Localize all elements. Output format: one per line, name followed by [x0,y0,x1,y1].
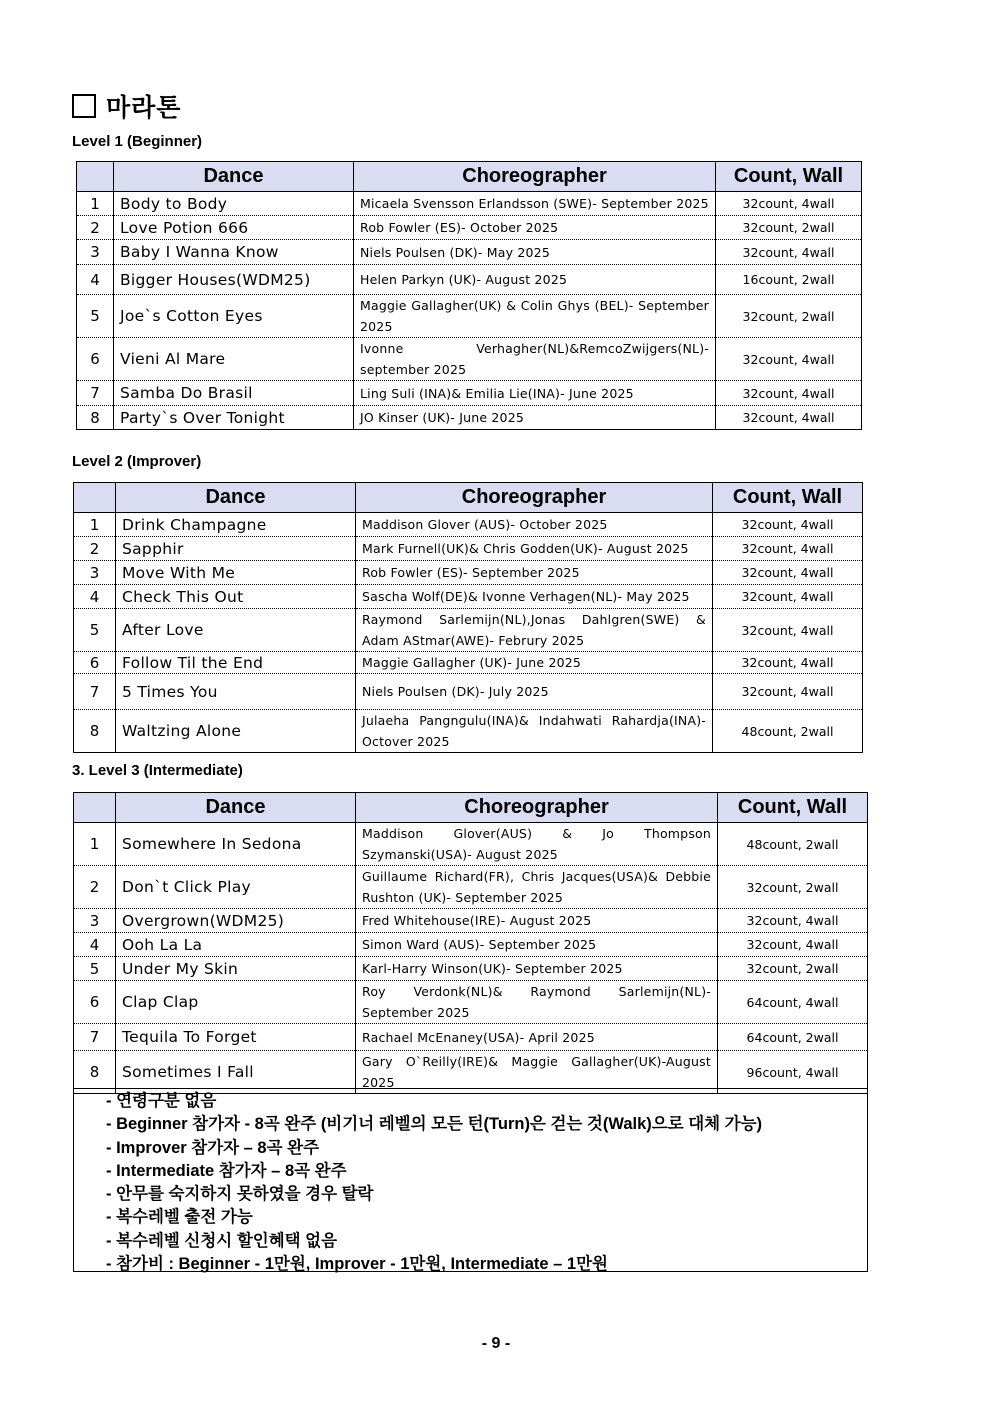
level1-heading: Level 1 (Beginner) [72,133,203,150]
table-row [77,381,862,406]
table-row [74,561,863,585]
count-wall-cell: 32count, 4wall [713,652,863,674]
choreographer-cell: Micaela Svensson Erlandsson (SWE)- September 2025 [354,192,716,216]
table-row [77,406,862,430]
level3-table [73,792,868,1094]
choreographer-cell: Ivonne Verhagher(NL)&RemcoZwijgers(NL)- september 2025 [354,338,716,381]
count-wall-cell: 32count, 4wall [718,933,868,957]
level2-table [73,482,863,753]
table-row [77,338,862,381]
dance-name: Overgrown(WDM25) [116,909,356,933]
choreographer-cell: Maddison Glover (AUS)- October 2025 [356,513,713,537]
table-row [74,513,863,537]
count-wall-cell: 32count, 4wall [713,513,863,537]
row-number: 4 [74,585,116,609]
table-row [74,866,868,909]
note-item: - Improver 참가자 – 8곡 완주 [106,1138,320,1157]
choreographer-cell: Fred Whitehouse(IRE)- August 2025 [356,909,718,933]
row-number: 3 [77,240,114,265]
dance-name: Clap Clap [116,981,356,1024]
count-wall-cell: 32count, 4wall [713,585,863,609]
choreographer-cell: Niels Poulsen (DK)- May 2025 [354,240,716,265]
row-number: 4 [74,933,116,957]
dance-name: Drink Champagne [116,513,356,537]
header-dance: Dance [116,483,356,513]
row-number: 2 [77,216,114,240]
table-row [74,674,863,710]
notes-box [73,1088,868,1272]
table-row [77,216,862,240]
header-count-wall: Count, Wall [713,483,863,513]
note-item: - Beginner 참가자 - 8곡 완주 (비기너 레벨의 모든 턴(Turn)은 걷는 것(Walk)으로 대체 가능) [106,1115,763,1134]
count-wall-cell: 32count, 4wall [718,909,868,933]
row-number: 8 [74,1051,116,1094]
row-number: 1 [74,513,116,537]
table-row [74,957,868,981]
row-number: 8 [74,710,116,753]
table-header-row [74,793,868,823]
table-row [77,265,862,295]
row-number: 4 [77,265,114,295]
choreographer-cell: Rob Fowler (ES)- October 2025 [354,216,716,240]
count-wall-cell: 32count, 2wall [718,866,868,909]
row-number: 3 [74,909,116,933]
checkbox-square-icon [72,94,96,118]
table-row [74,909,868,933]
dance-name: Samba Do Brasil [114,381,354,406]
level1-table [76,161,862,430]
dance-name: Party`s Over Tonight [114,406,354,430]
count-wall-cell: 32count, 2wall [718,957,868,981]
count-wall-cell: 32count, 4wall [713,609,863,652]
level3-heading: 3. Level 3 (Intermediate) [72,762,243,779]
choreographer-cell: Maggie Gallagher(UK) & Colin Ghys (BEL)- September 2025 [354,295,716,338]
choreographer-cell: Gary O`Reilly(IRE)& Maggie Gallagher(UK)-August 2025 [356,1051,718,1094]
row-number: 6 [74,652,116,674]
dance-name: Baby I Wanna Know [114,240,354,265]
dance-name: Don`t Click Play [116,866,356,909]
header-count-wall: Count, Wall [718,793,868,823]
dance-name: 5 Times You [116,674,356,710]
row-number: 2 [74,866,116,909]
dance-name: Vieni Al Mare [114,338,354,381]
table-row [74,652,863,674]
note-item: - 안무를 숙지하지 못하였을 경우 탈락 [106,1185,374,1204]
table-row [74,823,868,866]
count-wall-cell: 32count, 4wall [713,674,863,710]
table-header-row [74,483,863,513]
table-row [77,192,862,216]
row-number: 1 [74,823,116,866]
table-row [74,537,863,561]
page-title-text: 마라톤 [106,93,182,122]
header-num [77,162,114,192]
row-number: 5 [74,957,116,981]
dance-name: Somewhere In Sedona [116,823,356,866]
table-row [77,295,862,338]
count-wall-cell: 32count, 4wall [713,561,863,585]
count-wall-cell: 64count, 2wall [718,1024,868,1051]
choreographer-cell: Ling Suli (INA)& Emilia Lie(INA)- June 2025 [354,381,716,406]
count-wall-cell: 64count, 4wall [718,981,868,1024]
note-item: - 참가비 : Beginner - 1만원, Improver - 1만원, Intermediate – 1만원 [106,1255,608,1274]
choreographer-cell: Helen Parkyn (UK)- August 2025 [354,265,716,295]
dance-name: Joe`s Cotton Eyes [114,295,354,338]
count-wall-cell: 32count, 2wall [716,216,862,240]
choreographer-cell: Sascha Wolf(DE)& Ivonne Verhagen(NL)- May 2025 [356,585,713,609]
header-choreographer: Choreographer [356,793,718,823]
note-item: - 연령구분 없음 [106,1092,217,1110]
row-number: 6 [74,981,116,1024]
choreographer-cell: Rob Fowler (ES)- September 2025 [356,561,713,585]
dance-name: Under My Skin [116,957,356,981]
dance-name: Body to Body [114,192,354,216]
header-num [74,483,116,513]
choreographer-cell: Karl-Harry Winson(UK)- September 2025 [356,957,718,981]
row-number: 7 [74,674,116,710]
header-count-wall: Count, Wall [716,162,862,192]
row-number: 7 [77,381,114,406]
choreographer-cell: Maddison Glover(AUS) & Jo Thompson Szymanski(USA)- August 2025 [356,823,718,866]
row-number: 2 [74,537,116,561]
choreographer-cell: JO Kinser (UK)- June 2025 [354,406,716,430]
count-wall-cell: 16count, 2wall [716,265,862,295]
choreographer-cell: Guillaume Richard(FR), Chris Jacques(USA)& Debbie Rushton (UK)- September 2025 [356,866,718,909]
row-number: 1 [77,192,114,216]
row-number: 8 [77,406,114,430]
table-row [74,585,863,609]
choreographer-cell: Niels Poulsen (DK)- July 2025 [356,674,713,710]
dance-name: Move With Me [116,561,356,585]
count-wall-cell: 32count, 2wall [716,295,862,338]
level2-heading: Level 2 (Improver) [72,453,202,470]
dance-name: Follow Til the End [116,652,356,674]
count-wall-cell: 96count, 4wall [718,1051,868,1094]
header-num [74,793,116,823]
dance-name: Bigger Houses(WDM25) [114,265,354,295]
count-wall-cell: 48count, 2wall [713,710,863,753]
choreographer-cell: Maggie Gallagher (UK)- June 2025 [356,652,713,674]
page-title [72,88,181,124]
choreographer-cell: Julaeha Pangngulu(INA)& Indahwati Rahardja(INA)- Octover 2025 [356,710,713,753]
row-number: 3 [74,561,116,585]
header-choreographer: Choreographer [354,162,716,192]
row-number: 5 [74,609,116,652]
table-row [74,933,868,957]
page-number: - 9 - [481,1335,511,1352]
note-item: - 복수레벨 신청시 할인혜택 없음 [106,1231,338,1250]
dance-name: Tequila To Forget [116,1024,356,1051]
note-item: - Intermediate 참가자 – 8곡 완주 [106,1161,347,1180]
header-dance: Dance [114,162,354,192]
dance-name: Waltzing Alone [116,710,356,753]
header-dance: Dance [116,793,356,823]
header-choreographer: Choreographer [356,483,713,513]
choreographer-cell: Raymond Sarlemijn(NL),Jonas Dahlgren(SWE) & Adam AStmar(AWE)- Februry 2025 [356,609,713,652]
dance-name: Sometimes I Fall [116,1051,356,1094]
count-wall-cell: 48count, 2wall [718,823,868,866]
count-wall-cell: 32count, 4wall [716,192,862,216]
row-number: 6 [77,338,114,381]
row-number: 7 [74,1024,116,1051]
table-header-row [77,162,862,192]
count-wall-cell: 32count, 4wall [716,381,862,406]
table-row [74,1024,868,1051]
choreographer-cell: Rachael McEnaney(USA)- April 2025 [356,1024,718,1051]
count-wall-cell: 32count, 4wall [716,406,862,430]
dance-name: Check This Out [116,585,356,609]
row-number: 5 [77,295,114,338]
dance-name: Love Potion 666 [114,216,354,240]
dance-name: Sapphir [116,537,356,561]
count-wall-cell: 32count, 4wall [716,240,862,265]
count-wall-cell: 32count, 4wall [716,338,862,381]
choreographer-cell: Roy Verdonk(NL)& Raymond Sarlemijn(NL)- September 2025 [356,981,718,1024]
choreographer-cell: Simon Ward (AUS)- September 2025 [356,933,718,957]
table-row [74,981,868,1024]
table-row [77,240,862,265]
choreographer-cell: Mark Furnell(UK)& Chris Godden(UK)- August 2025 [356,537,713,561]
note-item: - 복수레벨 출전 가능 [106,1208,253,1227]
dance-name: Ooh La La [116,933,356,957]
table-row [74,609,863,652]
dance-name: After Love [116,609,356,652]
count-wall-cell: 32count, 4wall [713,537,863,561]
table-row [74,710,863,753]
